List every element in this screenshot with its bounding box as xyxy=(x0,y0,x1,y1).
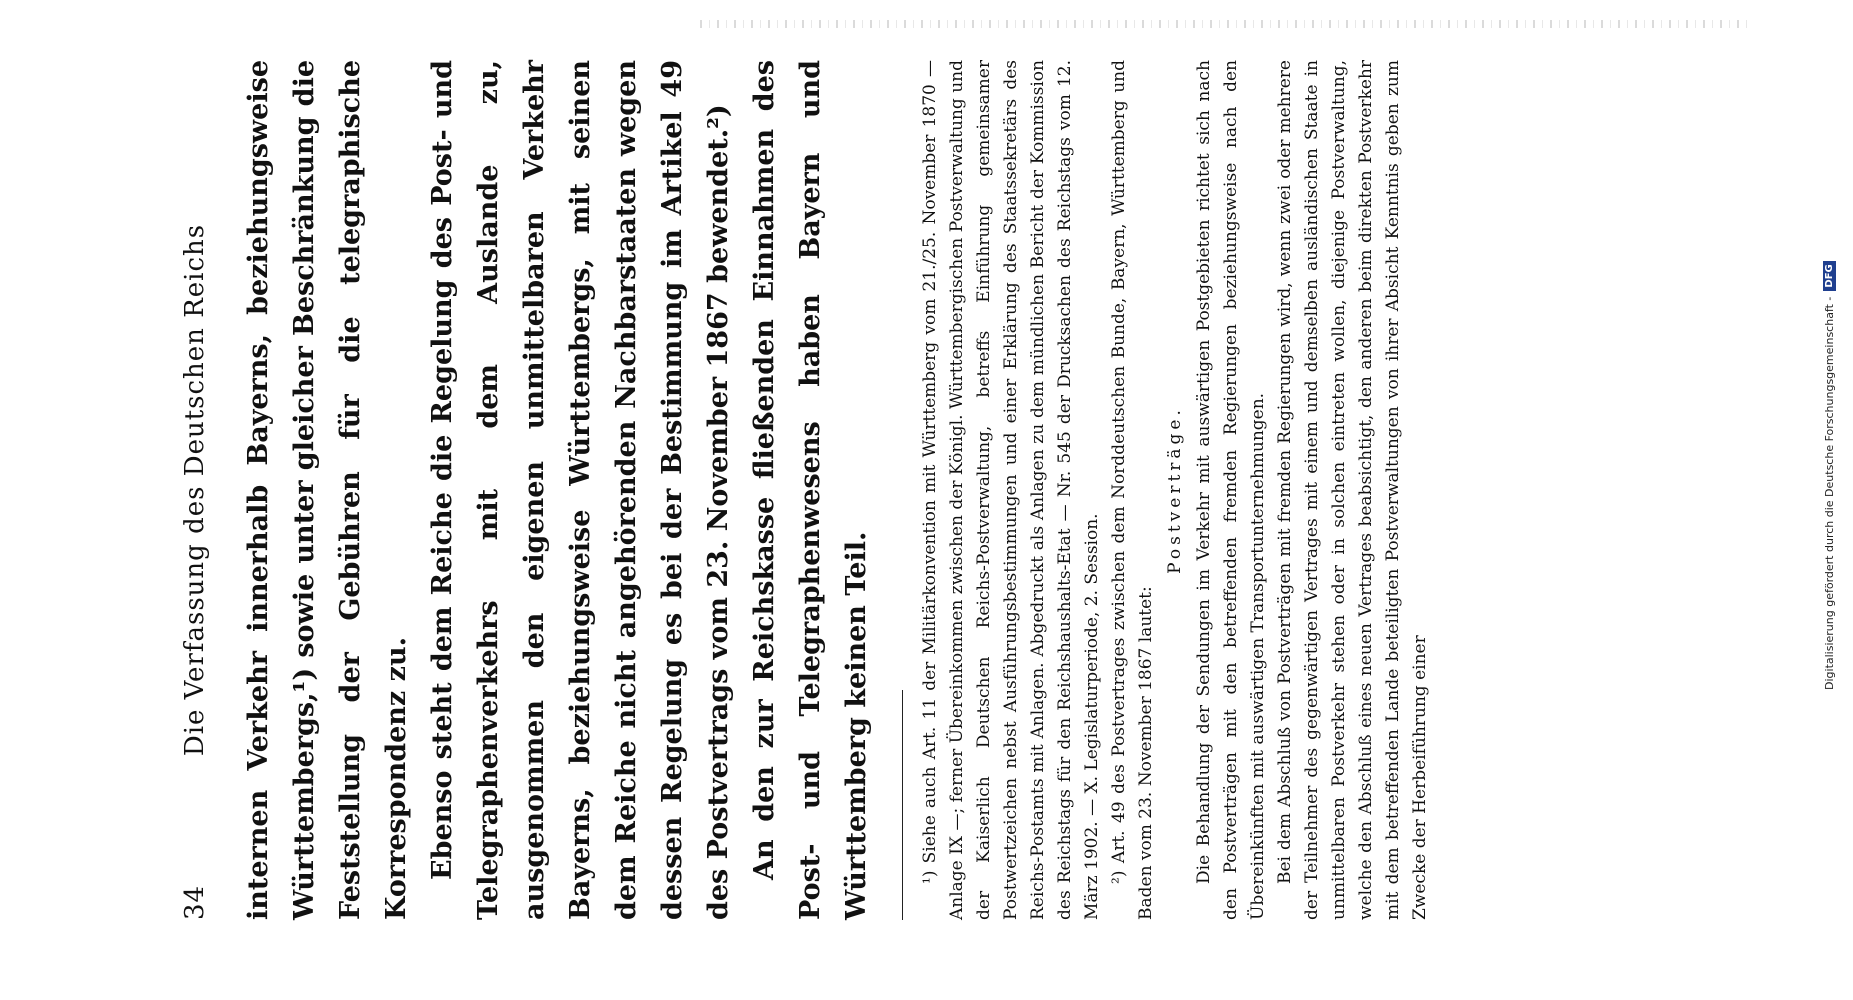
rotated-book-page xyxy=(180,60,1430,920)
dfg-logo: DFG xyxy=(1823,261,1836,290)
page-number: 34 xyxy=(180,884,210,920)
body-text xyxy=(236,60,880,920)
footnote-heading: Postverträge. xyxy=(1165,406,1185,574)
scan-noise-line xyxy=(700,20,1750,28)
footnote-paragraph-4: Bei dem Abschluß von Postverträgen mit fremden Regierungen wird, wenn zwei oder mehrere der Teilnehmer des gegenwärtigen Vertrages mit einem und demselben ausländischen Staate in unmittelbaren Postverkehr stehen oder in solchen eintreten wollen, diejenige Postverwaltung, welche den Abschluß eines neuen Vertrages beabsichtigt, den anderen beim direkten Postverkehr mit dem betreffenden Lande beteiligten Postverwaltungen von ihrer Absicht Kenntnis geben zum Zwecke der Herbeiführung einer xyxy=(1275,60,1430,920)
footnote-2: ²) Art. 49 des Postvertrages zwischen dem Norddeutschen Bunde, Bayern, Württemberg und Baden vom 23. November 1867 lautet: xyxy=(1109,60,1156,920)
running-head-title: Die Verfassung des Deutschen Reichs xyxy=(180,223,210,757)
body-paragraph-1: internen Verkehr innerhalb Bayerns, beziehungsweise Württembergs,¹) sowie unter gleicher Beschränkung die Feststellung der Gebühren für die telegraphische Korrespondenz zu. xyxy=(243,60,412,920)
body-paragraph-3: An den zur Reichskasse fließenden Einnahmen des Post- und Telegraphenwesens haben Bayern und Württemberg keinen Teil. xyxy=(749,60,872,920)
footnote-1: ¹) Siehe auch Art. 11 der Militärkonvention mit Württemberg vom 21./25. November 1870 — Anlage IX —; ferner Übereinkommen zwischen der Königl. Württembergischen Postverwaltung und der Kaiserlich Deutschen Reichs-Postverwaltung, betreffs Einführung gemeinsamer Postwertzeichen nebst Ausführungsbestimmungen und einer Erklärung des Staatssekretärs des Reichs-Postamts mit Anlagen. Abgedruckt als Anlagen zu dem mündlichen Bericht der Kommission des Reichstags für den Reichshaushalts-Etat — Nr. 545 der Drucksachen des Reichstags vom 12. März 1902. — X. Legislaturperiode, 2. Session. xyxy=(920,60,1102,920)
dfg-digitization-stamp xyxy=(1820,10,1838,690)
running-head xyxy=(180,60,216,920)
dfg-stamp-text: Digitalisierung gefördert durch die Deutsche Forschungsgemeinschaft - xyxy=(1822,296,1836,690)
footnote-paragraph-3: Die Behandlung der Sendungen im Verkehr mit auswärtigen Postgebieten richtet sich nach den Postverträgen mit den betreffenden fremden Regierungen beziehungsweise nach den Übereinkünften mit auswärtigen Transportunternehmungen. xyxy=(1194,60,1268,920)
body-paragraph-2: Ebenso steht dem Reiche die Regelung des Post- und Telegraphenverkehrs mit dem Auslande zu, ausgenommen den eigenen unmittelbaren Verkehr Bayerns, beziehungsweise Württembergs, mit seinen dem Reiche nicht angehörenden Nachbarstaaten wegen dessen Regelung es bei der Bestimmung im Artikel 49 des Postvertrags vom 23. November 1867 bewendet.²) xyxy=(427,60,734,920)
footnotes xyxy=(917,60,1434,920)
footnote-separator xyxy=(902,690,903,920)
